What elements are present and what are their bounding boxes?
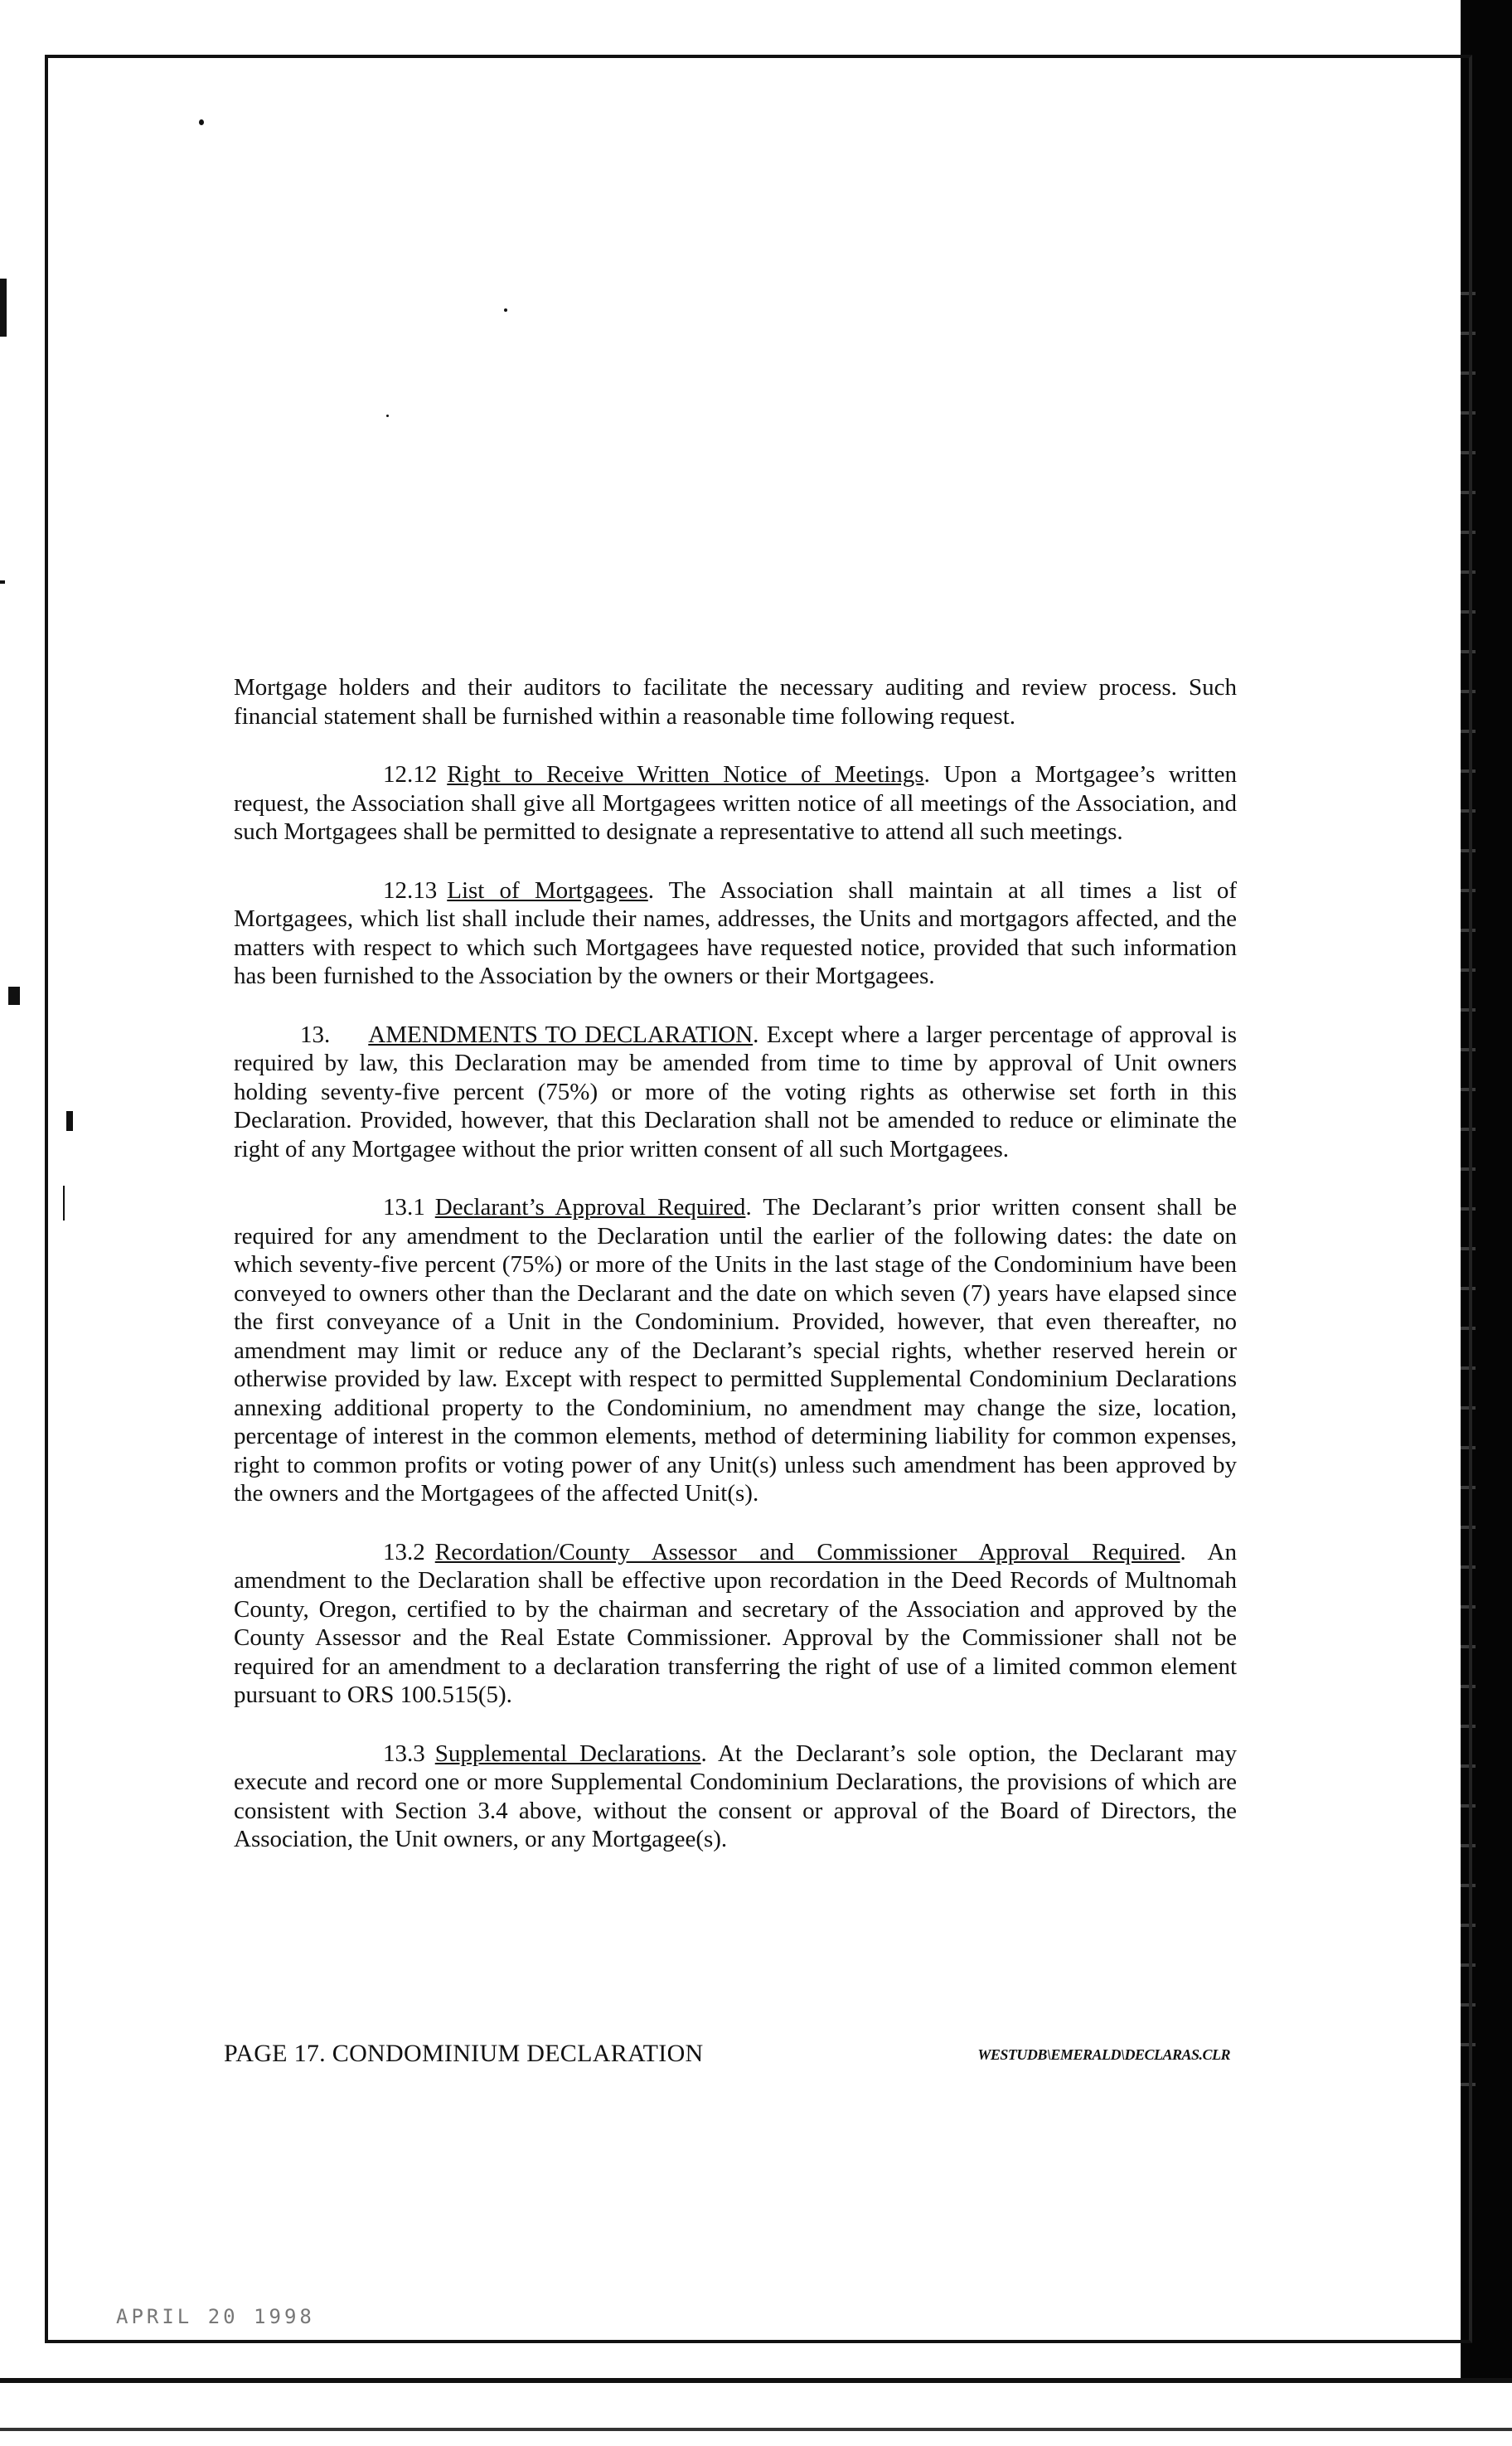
section-heading: Recordation/County Assessor and Commissioner Approval Required [434,1538,1180,1565]
section-number: 12.13 [383,876,438,904]
scan-speck [504,308,507,312]
page-footer [224,2040,1230,2073]
section-text: . At the Declarant’s sole option, the Declarant may execute and record one or more Supplemental Condominium Declarations, the provisions of which are consistent with Section 3.4 above, without the consent or approval of the Board of Directors, the Association, the Unit owners, or any Mortgagee(s). [234,1740,1238,1852]
section-text: . Upon a Mortgagee’s written request, the Association shall give all Mortgagees written notice of all meetings of the Association, and such Mortgagees shall be permitted to designate a representative to attend all such meetings. [234,761,1237,845]
section-13 [234,1021,1237,1164]
section-heading: Declarant’s Approval Required [434,1194,746,1221]
section-text: . The Association shall maintain at all times a list of Mortgagees, which list shall include their names, addresses, the Units and mortgagors affected, and the matters with respect to which such Mortgagees have requested notice, provided that such information has been furnished to the Association by the owners or their Mortgagees. [234,876,1237,989]
section-number: 13.1 [383,1194,425,1221]
section-heading: AMENDMENTS TO DECLARATION [368,1021,754,1048]
scan-mark [63,1186,65,1221]
section-number: 13.2 [383,1538,425,1565]
page-label: PAGE 17. CONDOMINIUM DECLARATION [224,2040,704,2067]
section-text: . The Declarant’s prior written consent shall be required for any amendment to the Declaration until the earlier of the following dates: the date on which seventy-five percent (75%) or more of the Units in the last stage of the Condominium have been conveyed to owners other than the Declarant and the date on which seven (7) years have elapsed since the first conveyance of a Unit in the Condominium. Provided, however, that even thereafter, no amendment may limit or reduce any of the Declarant’s special rights, whether reserved herein or otherwise provided by law. Except with respect to permitted Supplemental Condominium Declarations annexing additional property to the Condominium, no amendment may change the size, location, percentage of interest in the common elements, method of determining liability for common expenses, right to common profits or voting power of any Unit(s) unless such amendment has been approved by the owners and the Mortgagees of the affected Unit(s). [234,1194,1237,1507]
section-heading: Supplemental Declarations [434,1740,701,1767]
section-number: 13. [300,1021,331,1048]
section-number: 12.12 [383,761,438,788]
scan-speck [386,415,389,417]
section-text: . Except where a larger percentage of approval is required by law, this Declaration may be amended from time to time by approval of Unit owners holding seventy-five percent (75%) or more of the voting rights as otherwise set forth in this Declaration. Provided, however, that this Declaration shall not be amended to reduce or eliminate the right of any Mortgagee without the prior written consent of all such Mortgagees. [234,1021,1237,1162]
section-heading: List of Mortgagees [447,876,648,904]
section-13-3 [234,1740,1237,1854]
section-heading: Right to Receive Written Notice of Meetings [447,761,924,788]
section-13-2 [234,1538,1237,1710]
section-13-1 [234,1193,1237,1508]
date-stamp: APRIL 20 1998 [116,2305,315,2328]
scan-mark [8,987,20,1005]
scan-speck [199,119,204,125]
scan-mark [0,580,5,584]
section-text: . An amendment to the Declaration shall be effective upon recordation in the Deed Records of Multnomah County, Oregon, certified to by the chairman and secretary of the Association and approved by the County Assessor and the Real Estate Commissioner. Approval by the Commissioner shall not be required for an amendment to a declaration transferring the right of use of a limited common element pursuant to ORS 100.515(5). [234,1538,1238,1708]
section-12-12 [234,760,1237,847]
file-path: WESTUDB\EMERALD\DECLARAS.CLR [977,2046,1230,2063]
scan-edge-bottom [0,2378,1512,2446]
scan-mark [66,1111,73,1131]
scan-mark [0,279,7,337]
section-12-13 [234,876,1237,991]
section-number: 13.3 [383,1740,425,1767]
document-body [234,673,1237,1884]
continuation-paragraph: Mortgage holders and their auditors to facilitate the necessary auditing and review process. Such financial statement shall be furnished within a reasonable time following request. [234,674,1237,730]
